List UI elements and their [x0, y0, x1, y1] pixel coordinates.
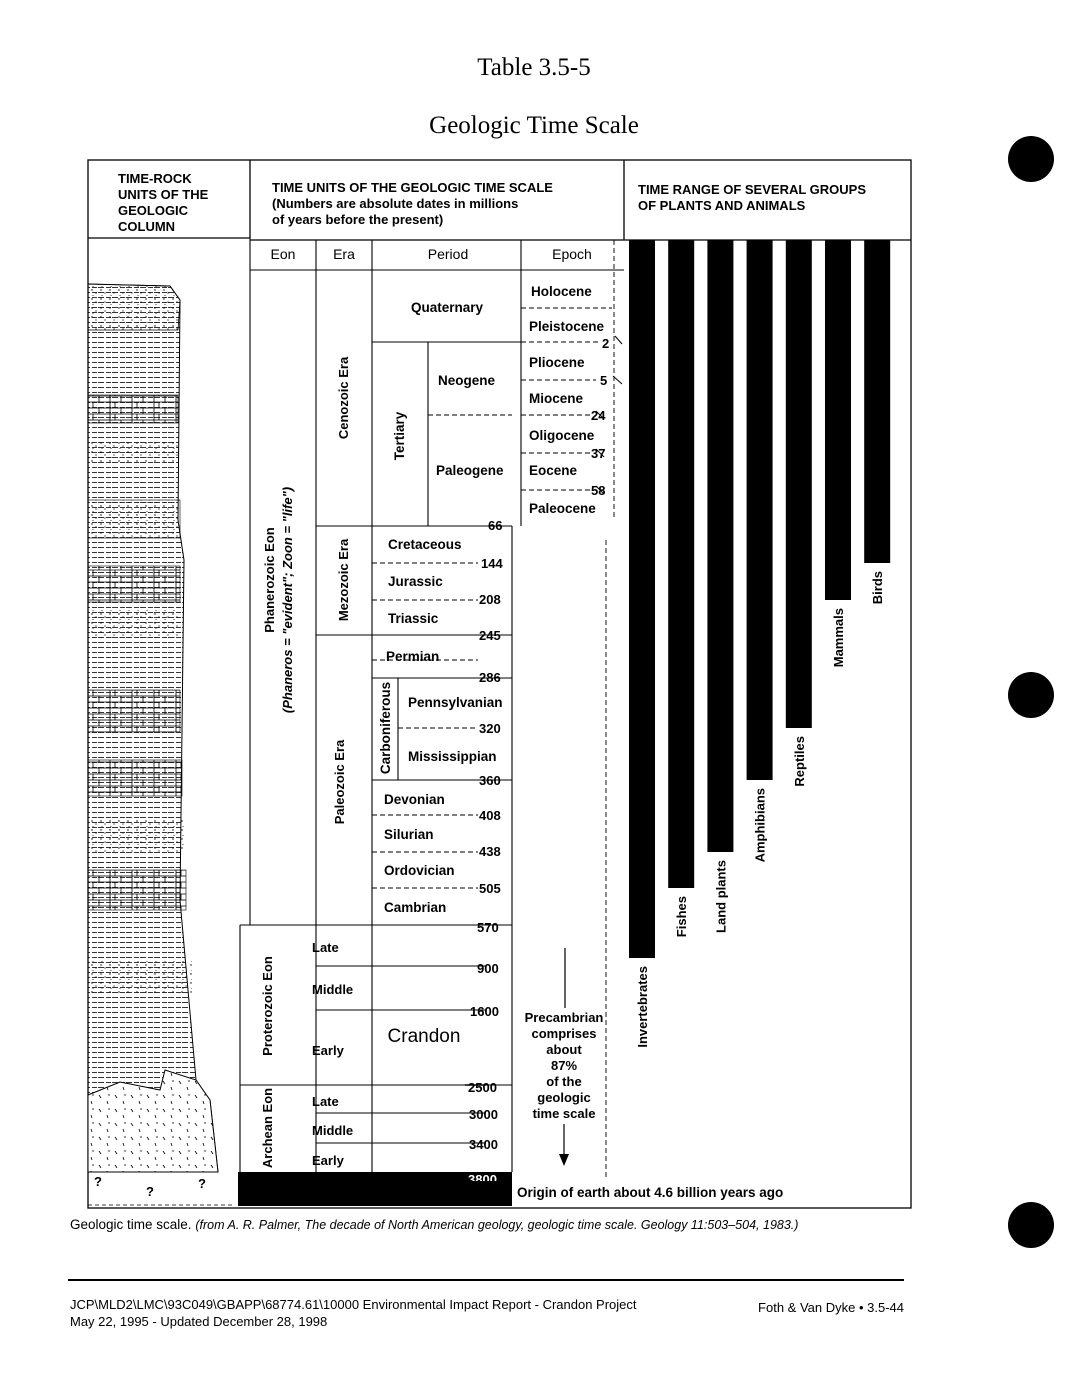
footer-page-ref: Foth & Van Dyke • 3.5-44	[758, 1300, 904, 1315]
period-paleogene: Paleogene	[436, 463, 504, 478]
group-label: Birds	[870, 571, 886, 605]
crandon-label: Crandon	[387, 1026, 461, 1047]
period-ordovician: Ordovician	[384, 863, 455, 878]
date-label: 24	[591, 408, 606, 423]
period-silurian: Silurian	[384, 827, 434, 842]
footer-left	[70, 1296, 637, 1330]
date-label: 505	[479, 881, 501, 896]
date-label: 37	[591, 446, 606, 461]
period-devonian: Devonian	[384, 792, 445, 807]
subheader-era: Era	[333, 246, 355, 262]
period-tertiary: Tertiary	[392, 411, 407, 461]
date-label: 5	[600, 373, 608, 388]
period-jurassic: Jurassic	[388, 574, 443, 589]
period-permian: Permian	[386, 649, 440, 664]
note-line: geologic	[537, 1090, 591, 1105]
epoch-miocene: Miocene	[529, 391, 584, 406]
header-time-rock-units: TIME-ROCK UNITS OF THE GEOLOGIC COLUMN	[118, 171, 209, 234]
footer-path: JCP\MLD2\LMC\93C049\GBAPP\68774.61\10000 Environmental Impact Report - Crandon Project	[70, 1297, 637, 1312]
note-line: about	[546, 1042, 582, 1057]
group-label: Mammals	[831, 608, 846, 668]
header-time-units: TIME UNITS OF THE GEOLOGIC TIME SCALE (Numbers are absolute dates in millions of years before the present)	[272, 180, 553, 227]
caption-lead: Geologic time scale.	[70, 1217, 192, 1232]
group-bar	[668, 240, 694, 888]
era-archean-middle: Middle	[312, 1123, 354, 1138]
subheader-eon: Eon	[270, 246, 296, 262]
date-label: 245	[479, 628, 501, 643]
eon-phanerozoic-note: (Phaneros = "evident"; Zoon = "life")	[280, 486, 295, 714]
group-label: Reptiles	[791, 736, 807, 787]
date-label: 3000	[469, 1107, 498, 1122]
note-line: time scale	[532, 1106, 596, 1121]
caption-source: (from A. R. Palmer, The decade of North American geology, geologic time scale. Geology 11:503–504, 1983.)	[195, 1218, 799, 1232]
date-label: 360	[479, 773, 501, 788]
group-bar	[825, 240, 851, 600]
epoch-oligocene: Oligocene	[529, 428, 595, 443]
group-label: Land plants	[713, 860, 729, 933]
epoch-holocene: Holocene	[531, 284, 592, 299]
era-archean-late: Late	[312, 1094, 339, 1109]
epoch-paleocene: Paleocene	[529, 501, 596, 516]
note-line: Precambrian	[524, 1010, 604, 1025]
period-triassic: Triassic	[388, 611, 439, 626]
period-pennsylvanian: Pennsylvanian	[408, 695, 503, 710]
era-proterozoic-middle: Middle	[312, 982, 354, 997]
period-cambrian: Cambrian	[384, 900, 447, 915]
date-label: 144	[481, 556, 503, 571]
period-carboniferous: Carboniferous	[378, 681, 393, 775]
date-label: 438	[479, 844, 501, 859]
table-number: Table 3.5-5	[477, 54, 591, 81]
footer-divider	[68, 1279, 904, 1281]
period-cretaceous: Cretaceous	[388, 537, 462, 552]
figure-caption	[70, 1216, 970, 1234]
era-paleozoic: Paleozoic Era	[332, 739, 347, 825]
date-label: 408	[479, 808, 501, 823]
eon-archean: Archean Eon	[260, 1087, 275, 1169]
date-label: 3400	[469, 1137, 498, 1152]
eon-phanerozoic: Phanerozoic Eon	[262, 527, 277, 633]
date-label: 570	[477, 920, 499, 935]
date-label: 58	[591, 483, 606, 498]
era-proterozoic-late: Late	[312, 940, 339, 955]
origin-note: Origin of earth about 4.6 billion years ago	[517, 1185, 784, 1200]
date-label: 2500	[468, 1080, 497, 1095]
period-quaternary: Quaternary	[410, 300, 484, 315]
precambrian-note	[525, 1010, 604, 1121]
period-neogene: Neogene	[438, 373, 496, 388]
group-label: Invertebrates	[635, 966, 650, 1048]
date-label: 2	[602, 336, 610, 351]
note-line: comprises	[531, 1026, 597, 1041]
footer-date: May 22, 1995 - Updated December 28, 1998	[70, 1314, 328, 1329]
group-bar	[786, 240, 812, 728]
group-label: Fishes	[674, 896, 690, 938]
group-bars	[629, 240, 890, 1048]
group-bar	[864, 240, 890, 563]
table-title: Geologic Time Scale	[429, 112, 639, 139]
era-mesozoic: Mezozoic Era	[336, 538, 351, 622]
group-label: Amphibians	[752, 788, 768, 863]
epoch-eocene: Eocene	[529, 463, 578, 478]
date-label: 1600	[470, 1004, 499, 1019]
date-label: 208	[479, 592, 501, 607]
era-proterozoic-early: Early	[312, 1043, 344, 1058]
note-line: 87%	[550, 1058, 578, 1073]
epoch-pliocene: Pliocene	[529, 355, 585, 370]
eon-proterozoic: Proterozoic Eon	[260, 956, 275, 1056]
header-time-range: TIME RANGE OF SEVERAL GROUPS OF PLANTS AND ANIMALS	[638, 182, 867, 213]
unknown-mark: ?	[94, 1174, 102, 1189]
period-mississippian: Mississippian	[408, 749, 497, 764]
rock-column	[88, 284, 232, 1205]
subheader-epoch: Epoch	[552, 246, 592, 262]
era-cenozoic: Cenozoic Era	[336, 356, 351, 440]
group-bar	[747, 240, 773, 780]
date-label: 66	[488, 518, 503, 533]
subheader-period: Period	[427, 246, 469, 262]
unknown-mark: ?	[146, 1184, 154, 1199]
date-label: 900	[477, 961, 499, 976]
group-bar	[707, 240, 733, 852]
date-label: 320	[479, 721, 501, 736]
unknown-mark: ?	[198, 1176, 206, 1191]
date-label: 286	[479, 670, 501, 685]
note-line: of the	[546, 1074, 582, 1089]
epoch-pleistocene: Pleistocene	[529, 319, 605, 334]
group-bar	[629, 240, 655, 958]
era-archean-early: Early	[312, 1153, 344, 1168]
date-label-3800: 3800	[468, 1172, 497, 1187]
